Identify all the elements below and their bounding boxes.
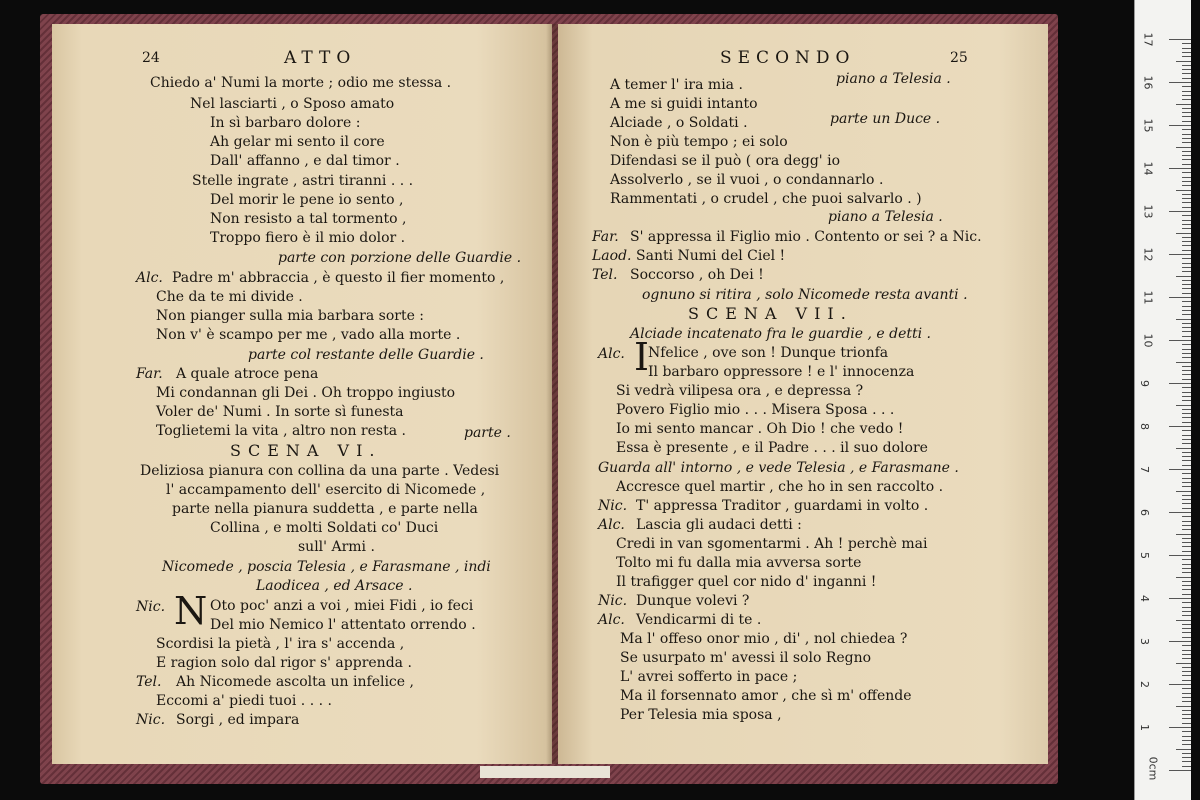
ruler-tick <box>1182 327 1191 328</box>
ruler-tick <box>1182 159 1191 160</box>
ruler-number: 13 <box>1141 204 1155 219</box>
ruler-tick <box>1182 495 1191 496</box>
ruler-tick <box>1182 280 1191 281</box>
verse-line: Voler de' Numi . In sorte sì funesta <box>156 404 404 420</box>
ruler-tick <box>1176 276 1191 277</box>
scene-description: parte nella pianura suddetta , e parte nella <box>172 501 478 517</box>
ruler-tick <box>1182 723 1191 724</box>
page-number: 25 <box>950 50 968 66</box>
ruler-tick <box>1182 306 1191 307</box>
speaker-label: Far. <box>592 229 619 245</box>
verse-line: Povero Figlio mio . . . Misera Sposa . . . <box>616 402 895 418</box>
ruler-tick <box>1182 43 1191 44</box>
ruler-tick <box>1176 405 1191 406</box>
ruler-tick <box>1182 417 1191 418</box>
ruler-tick <box>1182 86 1191 87</box>
ruler-tick <box>1182 546 1191 547</box>
scene-description: sull' Armi . <box>298 539 375 555</box>
ruler-tick <box>1182 267 1191 268</box>
ruler-tick <box>1182 155 1191 156</box>
ruler-tick <box>1182 112 1191 113</box>
ruler-tick <box>1182 740 1191 741</box>
verse-line: Ah gelar mi sento il core <box>210 134 385 150</box>
verse-line: Io mi sento mancar . Oh Dio ! che vedo ! <box>616 421 904 437</box>
ruler-tick <box>1182 301 1191 302</box>
ruler-tick <box>1182 241 1191 242</box>
verse-line: Essa è presente , e il Padre . . . il suo dolore <box>616 440 928 456</box>
ruler-tick <box>1176 534 1191 535</box>
ruler-tick <box>1182 503 1191 504</box>
verse-line: Se usurpato m' avessi il solo Regno <box>620 650 872 666</box>
ruler-tick <box>1182 486 1191 487</box>
ruler-number: 9 <box>1138 380 1151 387</box>
verse-line: Il trafigger quel cor nido d' inganni ! <box>616 574 877 590</box>
ruler-tick <box>1176 233 1191 234</box>
ruler-tick <box>1182 473 1191 474</box>
ruler-tick <box>1169 125 1191 126</box>
ruler-tick <box>1182 121 1191 122</box>
verse-line: Tolto mi fu dalla mia avversa sorte <box>616 555 862 571</box>
ruler-number: 12 <box>1141 247 1155 262</box>
ruler-tick <box>1176 620 1191 621</box>
ruler-tick <box>1182 757 1191 758</box>
speaker-label: Tel. <box>136 674 162 690</box>
ruler-number: 15 <box>1141 118 1155 133</box>
ruler-tick <box>1182 443 1191 444</box>
ruler-tick <box>1182 736 1191 737</box>
ruler-tick <box>1182 310 1191 311</box>
ruler-tick <box>1182 177 1191 178</box>
ruler-tick <box>1182 151 1191 152</box>
ruler-tick <box>1182 91 1191 92</box>
scene-heading: SCENA VI. <box>230 441 382 460</box>
ruler-tick <box>1182 568 1191 569</box>
ruler-tick <box>1182 164 1191 165</box>
verse-line: Padre m' abbraccia , è questo il fier momento , <box>172 270 505 286</box>
ruler-tick <box>1176 577 1191 578</box>
ruler-tick <box>1182 650 1191 651</box>
ruler-tick <box>1169 641 1191 642</box>
verse-line: Santi Numi del Ciel ! <box>636 248 786 264</box>
speaker-label: Alc. <box>598 612 625 628</box>
right-page <box>558 24 1048 764</box>
ruler-tick <box>1182 435 1191 436</box>
verse-line: Non è più tempo ; ei solo <box>610 134 788 150</box>
ruler-tick <box>1182 95 1191 96</box>
speaker-label: Nic. <box>598 593 628 609</box>
ruler-tick <box>1182 478 1191 479</box>
ruler-tick <box>1169 82 1191 83</box>
scene-description: Deliziosa pianura con collina da una parte . Vedesi <box>140 463 500 479</box>
verse-line: Ma l' offeso onor mio , di' , nol chiedea ? <box>620 631 908 647</box>
ruler-tick <box>1182 452 1191 453</box>
verse-line: Credi in van sgomentarmi . Ah ! perchè mai <box>616 536 928 552</box>
ruler-unit-label: 0cm <box>1146 756 1160 781</box>
verse-line: Non v' è scampo per me , vado alla morte . <box>156 327 461 343</box>
ruler-tick <box>1176 663 1191 664</box>
running-header: SECONDO <box>720 48 856 68</box>
ruler-tick <box>1182 602 1191 603</box>
verse-line: T' appressa Traditor , guardami in volto . <box>636 498 929 514</box>
ruler-tick <box>1182 482 1191 483</box>
ruler-tick <box>1182 499 1191 500</box>
ruler-tick <box>1182 400 1191 401</box>
ruler-tick <box>1182 357 1191 358</box>
ruler-tick <box>1182 409 1191 410</box>
ruler-tick <box>1182 56 1191 57</box>
ruler-tick <box>1176 319 1191 320</box>
stage-direction: parte un Duce . <box>830 111 941 127</box>
ruler-tick <box>1182 336 1191 337</box>
verse-line: Del mio Nemico l' attentato orrendo . <box>210 617 476 633</box>
verse-line: Chiedo a' Numi la morte ; odio me stessa . <box>150 75 452 91</box>
verse-line: Vendicarmi di te . <box>636 612 762 628</box>
ruler-tick <box>1182 439 1191 440</box>
verse-line: Del morir le pene io sento , <box>210 192 404 208</box>
ruler-tick <box>1182 116 1191 117</box>
ruler-tick <box>1182 220 1191 221</box>
ruler-tick <box>1182 693 1191 694</box>
verse-line: Per Telesia mia sposa , <box>620 707 782 723</box>
ruler-tick <box>1182 551 1191 552</box>
ruler-tick <box>1182 52 1191 53</box>
ruler-tick <box>1169 770 1191 771</box>
ruler-tick <box>1176 362 1191 363</box>
drop-cap: I <box>634 335 650 379</box>
verse-line: S' appressa il Figlio mio . Contento or sei ? a Nic. <box>630 229 982 245</box>
ruler-tick <box>1182 258 1191 259</box>
verse-line: Dunque volevi ? <box>636 593 750 609</box>
ruler-tick <box>1182 460 1191 461</box>
ruler-tick <box>1182 688 1191 689</box>
ruler-tick <box>1182 542 1191 543</box>
verse-line: Dall' affanno , e dal timor . <box>210 153 400 169</box>
ruler-tick <box>1182 73 1191 74</box>
ruler-tick <box>1182 701 1191 702</box>
verse-line: Non pianger sulla mia barbara sorte : <box>156 308 425 324</box>
ruler-tick <box>1169 297 1191 298</box>
ruler-tick <box>1182 78 1191 79</box>
verse-line: Nfelice , ove son ! Dunque trionfa <box>648 345 889 361</box>
ruler-tick <box>1182 198 1191 199</box>
ruler-tick <box>1182 353 1191 354</box>
ruler-number: 1 <box>1138 724 1151 731</box>
verse-line: E ragion solo dal rigor s' apprenda . <box>156 655 412 671</box>
ruler-tick <box>1182 138 1191 139</box>
ruler-tick <box>1182 129 1191 130</box>
character-list: Laodicea , ed Arsace . <box>256 578 413 594</box>
ruler-tick <box>1182 589 1191 590</box>
ruler-tick <box>1169 39 1191 40</box>
ruler-tick <box>1182 181 1191 182</box>
ruler-tick <box>1182 99 1191 100</box>
verse-line: Ah Nicomede ascolta un infelice , <box>176 674 414 690</box>
measurement-ruler <box>1134 0 1191 800</box>
ruler-tick <box>1182 430 1191 431</box>
ruler-tick <box>1182 185 1191 186</box>
ruler-tick <box>1182 396 1191 397</box>
ruler-tick <box>1169 211 1191 212</box>
ruler-tick <box>1182 366 1191 367</box>
verse-line: Il barbaro oppressore ! e l' innocenza <box>648 364 915 380</box>
ruler-number: 2 <box>1138 681 1151 688</box>
ruler-tick <box>1182 731 1191 732</box>
ruler-tick <box>1182 413 1191 414</box>
stage-direction: parte con porzione delle Guardie . <box>278 250 522 266</box>
scene-heading: SCENA VII. <box>688 304 853 323</box>
ruler-tick <box>1182 632 1191 633</box>
ruler-tick <box>1182 761 1191 762</box>
ruler-tick <box>1182 508 1191 509</box>
ruler-tick <box>1182 202 1191 203</box>
ruler-tick <box>1182 228 1191 229</box>
ruler-tick <box>1176 749 1191 750</box>
speaker-label: Alc. <box>598 346 625 362</box>
ruler-tick <box>1182 465 1191 466</box>
ruler-tick <box>1182 564 1191 565</box>
speaker-label: Nic. <box>136 599 166 615</box>
ruler-tick <box>1182 615 1191 616</box>
speaker-label: Tel. <box>592 267 618 283</box>
verse-line: A quale atroce pena <box>176 366 319 382</box>
ruler-tick <box>1182 594 1191 595</box>
ruler-tick <box>1182 284 1191 285</box>
speaker-label: Far. <box>136 366 163 382</box>
verse-line: Soccorso , oh Dei ! <box>630 267 764 283</box>
ruler-tick <box>1182 628 1191 629</box>
ruler-tick <box>1182 718 1191 719</box>
ruler-tick <box>1176 706 1191 707</box>
speaker-label: Nic. <box>598 498 628 514</box>
ruler-tick <box>1182 581 1191 582</box>
ruler-tick <box>1176 190 1191 191</box>
ruler-tick <box>1182 207 1191 208</box>
ruler-tick <box>1182 172 1191 173</box>
verse-line: Che da te mi divide . <box>156 289 303 305</box>
ruler-tick <box>1176 491 1191 492</box>
spine-stitching <box>480 766 610 778</box>
ruler-tick <box>1182 766 1191 767</box>
stage-direction: piano a Telesia . <box>836 71 951 87</box>
ruler-tick <box>1182 379 1191 380</box>
ruler-tick <box>1182 224 1191 225</box>
ruler-tick <box>1169 254 1191 255</box>
ruler-tick <box>1182 538 1191 539</box>
ruler-tick <box>1182 245 1191 246</box>
ruler-tick <box>1182 521 1191 522</box>
scene-description: l' accampamento dell' esercito di Nicomede , <box>166 482 486 498</box>
ruler-tick <box>1182 611 1191 612</box>
verse-line: Mi condannan gli Dei . Oh troppo ingiusto <box>156 385 456 401</box>
ruler-tick <box>1169 340 1191 341</box>
ruler-tick <box>1176 61 1191 62</box>
ruler-tick <box>1182 456 1191 457</box>
ruler-tick <box>1176 147 1191 148</box>
ruler-tick <box>1182 392 1191 393</box>
ruler-number: 4 <box>1138 595 1151 602</box>
ruler-tick <box>1182 293 1191 294</box>
ruler-number: 10 <box>1141 333 1155 348</box>
ruler-tick <box>1182 215 1191 216</box>
ruler-number: 16 <box>1141 75 1155 90</box>
verse-line: In sì barbaro dolore : <box>210 115 361 131</box>
stage-direction: parte col restante delle Guardie . <box>248 347 484 363</box>
ruler-tick <box>1182 48 1191 49</box>
verse-line: Oto poc' anzi a voi , miei Fidi , io feci <box>210 598 474 614</box>
ruler-tick <box>1182 69 1191 70</box>
ruler-tick <box>1182 645 1191 646</box>
ruler-tick <box>1182 194 1191 195</box>
ruler-tick <box>1169 426 1191 427</box>
speaker-label: Laod. <box>592 248 632 264</box>
stage-direction: piano a Telesia . <box>828 209 943 225</box>
verse-line: Rammentati , o crudel , che puoi salvarlo . ) <box>610 191 922 207</box>
stage-direction: ognuno si ritira , solo Nicomede resta avanti . <box>642 287 968 303</box>
ruler-tick <box>1182 288 1191 289</box>
ruler-tick <box>1182 572 1191 573</box>
ruler-tick <box>1182 624 1191 625</box>
drop-cap: N <box>174 589 208 633</box>
ruler-tick <box>1182 422 1191 423</box>
ruler-tick <box>1182 744 1191 745</box>
ruler-tick <box>1182 680 1191 681</box>
ruler-tick <box>1182 331 1191 332</box>
verse-line: Accresce quel martir , che ho in sen raccolto . <box>616 479 944 495</box>
ruler-tick <box>1182 667 1191 668</box>
ruler-tick <box>1182 237 1191 238</box>
character-list: Alciade incatenato fra le guardie , e detti . <box>630 326 931 342</box>
ruler-tick <box>1182 250 1191 251</box>
page-number: 24 <box>142 50 160 66</box>
verse-line: Ma il forsennato amor , che sì m' offende <box>620 688 912 704</box>
ruler-tick <box>1182 344 1191 345</box>
speaker-label: Alc. <box>136 270 163 286</box>
ruler-tick <box>1169 383 1191 384</box>
ruler-tick <box>1182 671 1191 672</box>
verse-line: Si vedrà vilipesa ora , e depressa ? <box>616 383 864 399</box>
ruler-tick <box>1182 753 1191 754</box>
verse-line: Troppo fiero è il mio dolor . <box>210 230 406 246</box>
ruler-number: 5 <box>1138 552 1151 559</box>
stage-direction: Guarda all' intorno , e vede Telesia , e Farasmane . <box>598 460 959 476</box>
stage-direction: parte . <box>464 425 511 441</box>
ruler-tick <box>1182 271 1191 272</box>
ruler-tick <box>1182 710 1191 711</box>
ruler-tick <box>1169 684 1191 685</box>
ruler-tick <box>1182 65 1191 66</box>
ruler-tick <box>1182 142 1191 143</box>
ruler-tick <box>1182 370 1191 371</box>
ruler-tick <box>1182 714 1191 715</box>
ruler-number: 14 <box>1141 161 1155 176</box>
ruler-tick <box>1169 598 1191 599</box>
ruler-tick <box>1182 525 1191 526</box>
speaker-label: Nic. <box>136 712 166 728</box>
verse-line: Nel lasciarti , o Sposo amato <box>190 96 395 112</box>
verse-line: A me si guidi intanto <box>610 96 758 112</box>
ruler-tick <box>1169 555 1191 556</box>
ruler-number: 3 <box>1138 638 1151 645</box>
ruler-tick <box>1169 727 1191 728</box>
speaker-label: Alc. <box>598 517 625 533</box>
character-list: Nicomede , poscia Telesia , e Farasmane , indi <box>162 559 491 575</box>
ruler-tick <box>1182 108 1191 109</box>
ruler-tick <box>1182 654 1191 655</box>
ruler-tick <box>1182 134 1191 135</box>
ruler-tick <box>1182 374 1191 375</box>
ruler-number: 17 <box>1141 32 1155 47</box>
verse-line: Assolverlo , se il vuoi , o condannarlo . <box>610 172 884 188</box>
ruler-tick <box>1169 168 1191 169</box>
ruler-tick <box>1182 607 1191 608</box>
ruler-tick <box>1182 314 1191 315</box>
ruler-tick <box>1169 512 1191 513</box>
ruler-tick <box>1182 349 1191 350</box>
verse-line: Toglietemi la vita , altro non resta . <box>156 423 406 439</box>
verse-line: Stelle ingrate , astri tiranni . . . <box>192 173 414 189</box>
ruler-tick <box>1176 448 1191 449</box>
running-header: ATTO <box>284 48 357 68</box>
verse-line: Sorgi , ed impara <box>176 712 300 728</box>
ruler-tick <box>1182 263 1191 264</box>
verse-line: Non resisto a tal tormento , <box>210 211 407 227</box>
ruler-number: 6 <box>1138 509 1151 516</box>
verse-line: L' avrei sofferto in pace ; <box>620 669 798 685</box>
ruler-tick <box>1182 658 1191 659</box>
ruler-tick <box>1176 104 1191 105</box>
verse-line: A temer l' ira mia . <box>610 77 743 93</box>
left-page <box>52 24 552 764</box>
ruler-tick <box>1182 559 1191 560</box>
ruler-tick <box>1182 529 1191 530</box>
ruler-number: 7 <box>1138 466 1151 473</box>
ruler-number: 8 <box>1138 423 1151 430</box>
ruler-tick <box>1182 675 1191 676</box>
ruler-tick <box>1169 469 1191 470</box>
verse-line: Difendasi se il può ( ora degg' io <box>610 153 840 169</box>
ruler-tick <box>1182 585 1191 586</box>
verse-line: Lascia gli audaci detti : <box>636 517 802 533</box>
ruler-tick <box>1182 516 1191 517</box>
verse-line: Scordisi la pietà , l' ira s' accenda , <box>156 636 405 652</box>
scene-description: Collina , e molti Soldati co' Duci <box>210 520 439 536</box>
ruler-tick <box>1182 323 1191 324</box>
verse-line: Alciade , o Soldati . <box>610 115 748 131</box>
verse-line: Eccomi a' piedi tuoi . . . . <box>156 693 332 709</box>
ruler-tick <box>1182 637 1191 638</box>
ruler-tick <box>1182 697 1191 698</box>
ruler-tick <box>1182 387 1191 388</box>
ruler-number: 11 <box>1141 290 1155 305</box>
